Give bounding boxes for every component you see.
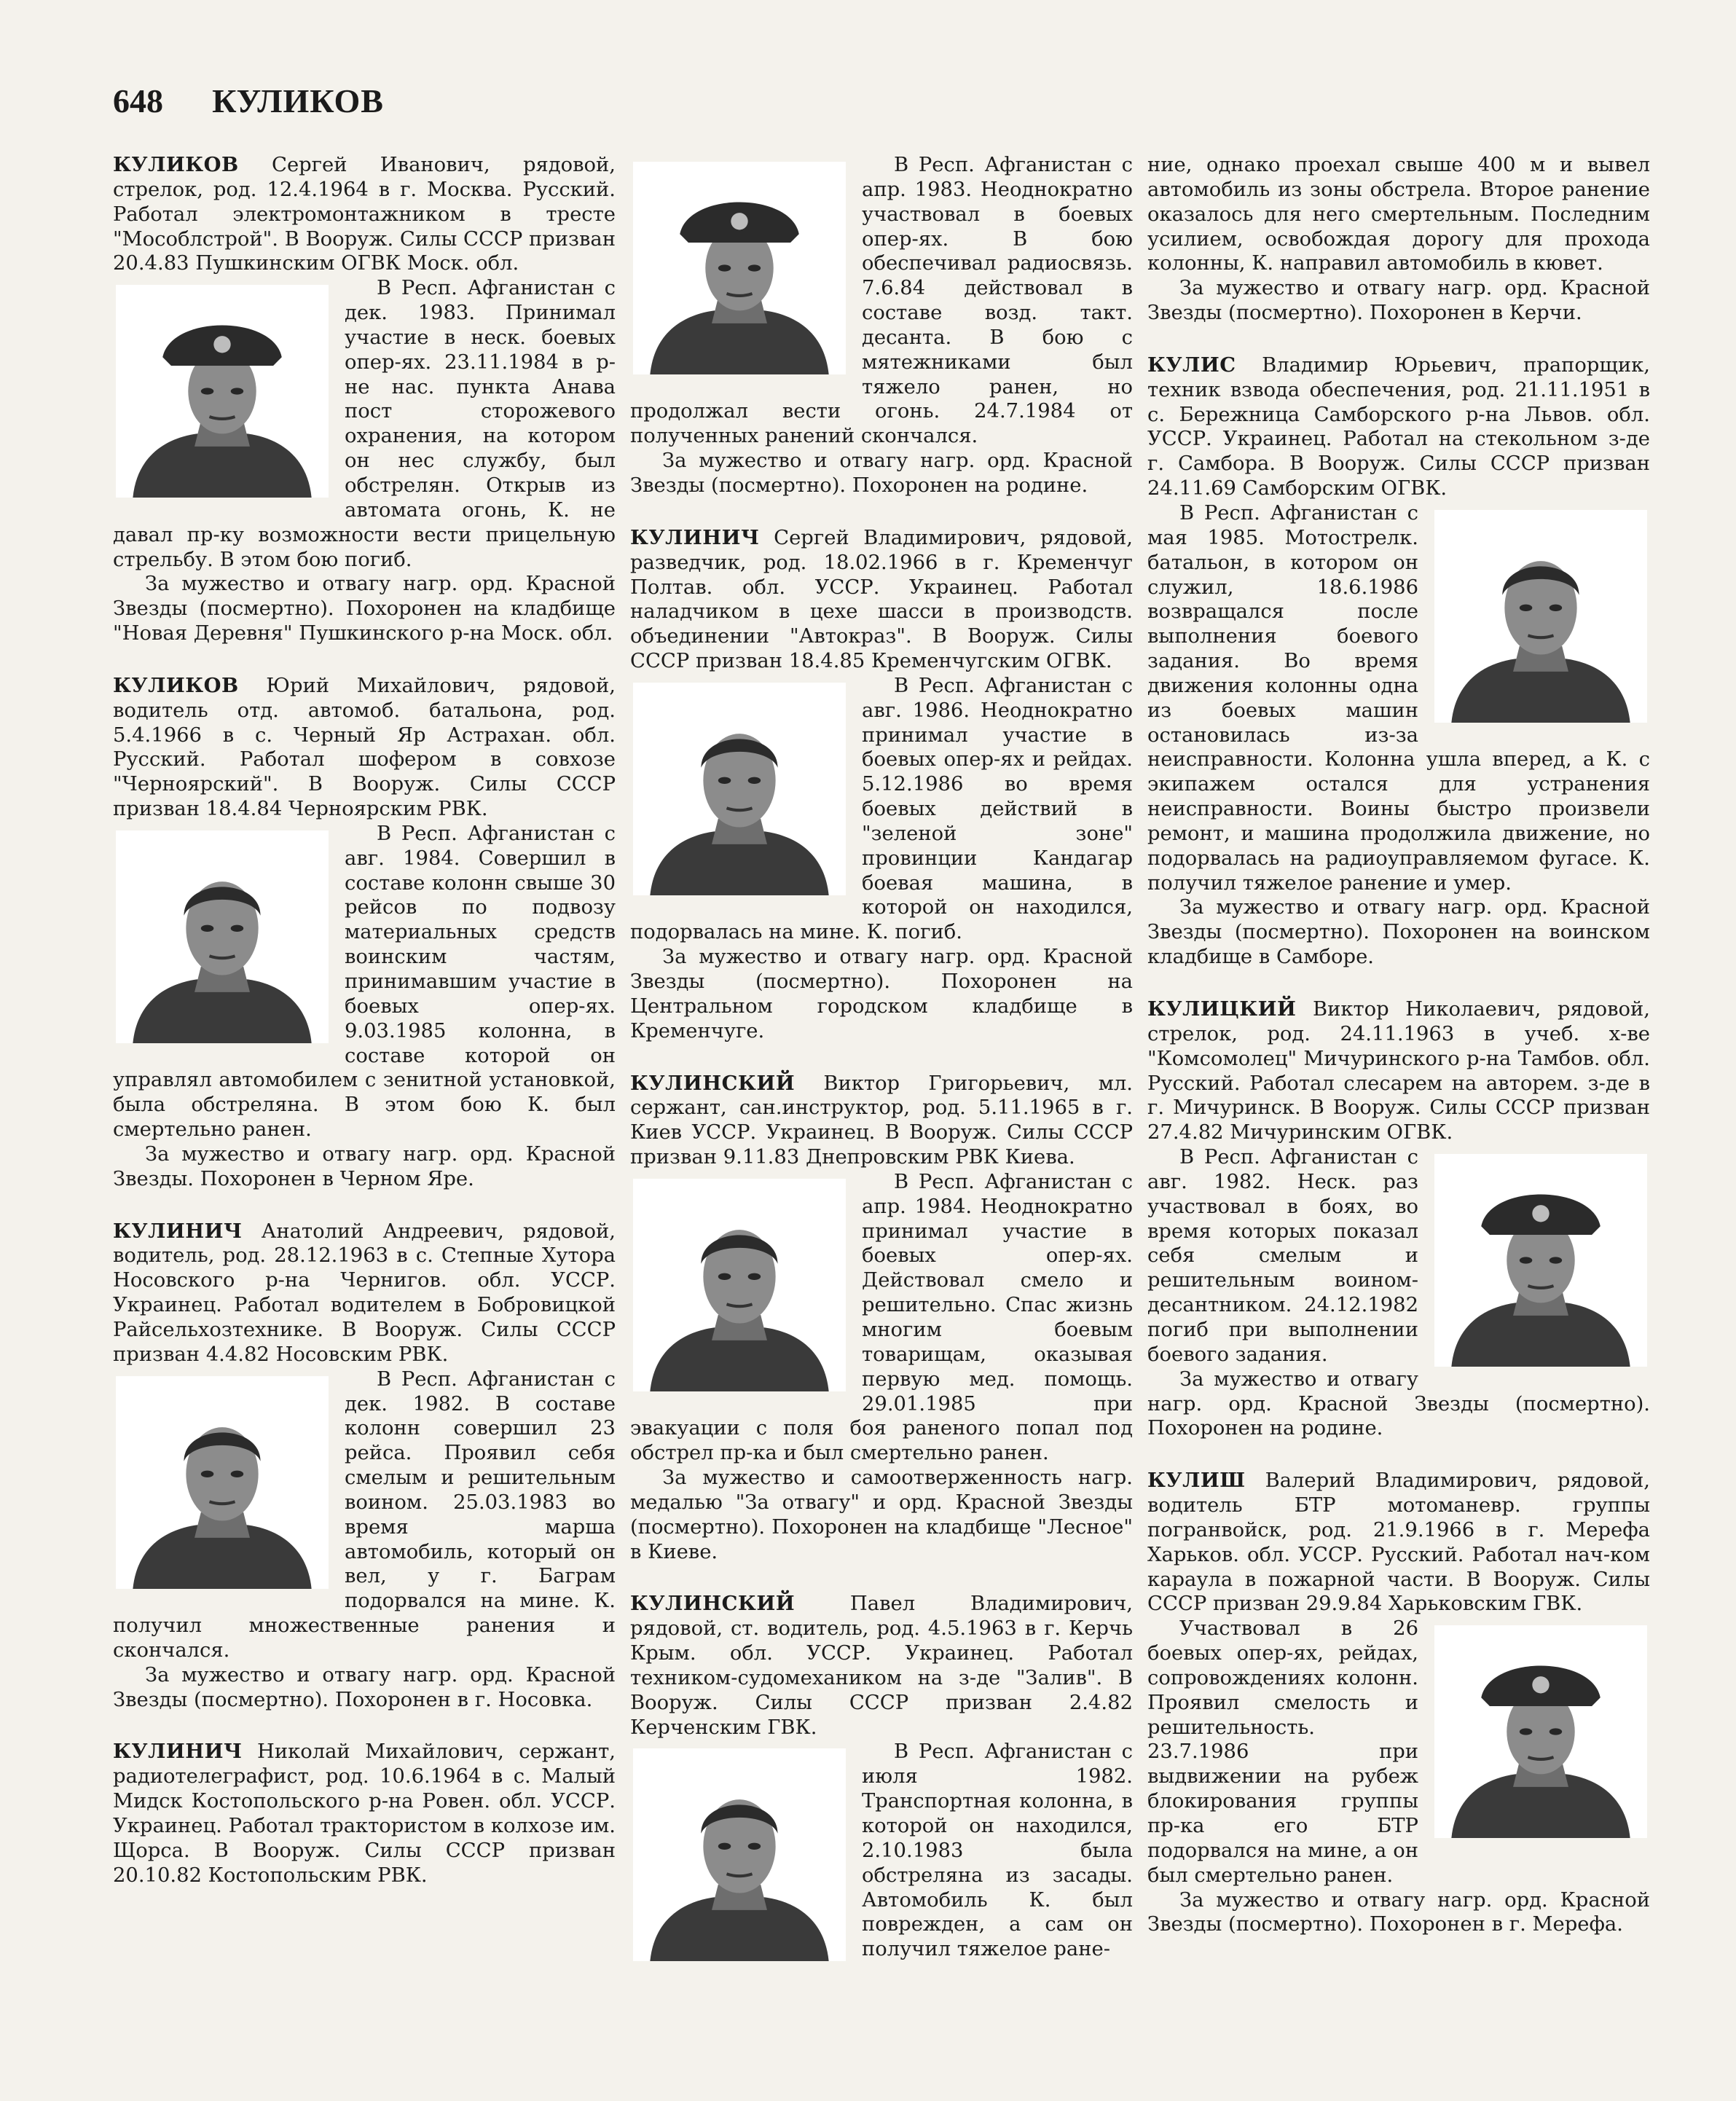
entry-kulinskiy-viktor	[630, 1072, 1133, 1565]
entry-service: В Респ. Афганистан с дек. 1982. В составе колонн совершил 23 рейса. Проявил себя смелым и решительным воином. 25.03.1983 во время марша автомобиль, который он вел, у г. Баграм подорвался на мине. К. получил множественные ранения и скончался.	[113, 1367, 616, 1662]
entry-bio: Юрий Михайлович, рядовой, водитель отд. автомоб. батальона, род. 5.4.1966 в с. Черный Яр Астрахан. обл. Русский. Работал шофером в совхозе "Черноярский". В Вооруж. Силы СССР призван 18.4.84 Черноярским РВК.	[113, 674, 616, 821]
column-middle	[630, 153, 1133, 1990]
entry-surname: КУЛИКОВ	[113, 153, 239, 176]
entry-service: В Респ. Афганистан с авг. 1982. Неск. раз участвовал в боях, во время которых показал себя смелым и решительным воином-десантником. 24.12.1982 погиб при выполнении боевого задания.	[1147, 1146, 1418, 1366]
entry-award: За мужество и отвагу нагр. орд. Красной Звезды (посмертно). Похоронен в г. Носовка.	[113, 1663, 616, 1711]
entry-award: За мужество и отвагу нагр. орд. Красной Звезды (посмертно). Похоронен на кладбище "Новая Деревня" Пушкинского р-на Моск. обл.	[113, 573, 616, 645]
entry-continued	[1147, 153, 1650, 326]
entry-bio: Сергей Иванович, рядовой, стрелок, род. 12.4.1964 в г. Москва. Русский. Работал электромонтажником в тресте "Мособлстрой". В Вооруж. Силы СССР призван 20.4.83 Пушкинским ОГВК Моск. обл.	[113, 154, 616, 275]
entry-service: Участвовал в 26 боевых опер-ях, рейдах, сопровождениях колонн. Проявил смелость и решительность. 23.7.1986 при выдвижении на рубеж блокирования группы пр-ка его БТР подорвался на мине, а он был смертельно ранен.	[1147, 1617, 1418, 1887]
entry-award: За мужество и отвагу нагр. орд. Красной Звезды (посмертно). Похоронен на воинском кладбище в Самборе.	[1147, 896, 1650, 969]
entry-service: В Респ. Афганистан с июля 1982. Транспортная колонна, в которой он находился, 2.10.1983 была обстреляна из засады. Автомобиль К. был поврежден, а сам он получил тяжелое ране-	[862, 1740, 1133, 1961]
entry-bio: Валерий Владимирович, рядовой, водитель БТР мотоманевр. группы погранвойск, род. 21.9.1966 в г. Мерефа Харьков. обл. УССР. Русский. Работал нач-ком караула в пожарной части. В Вооруж. Силы СССР призван 29.9.84 Харьковским ГВК.	[1147, 1469, 1650, 1616]
running-title: КУЛИКОВ	[212, 82, 384, 119]
entry-continued	[630, 153, 1133, 498]
entry-award: За мужество и отвагу нагр. орд. Красной Звезды (посмертно). Похоронен на Центральном городском кладбище в Кременчуге.	[630, 946, 1133, 1042]
column-left	[113, 153, 616, 1916]
entry-bio: Виктор Николаевич, рядовой, стрелок, род. 24.11.1963 в учеб. х-ве "Комсомолец" Мичуринского р-на Тамбов. обл. Русский. Работал слесарем на авторем. з-де в г. Мичуринск. В Вооруж. Силы СССР призван 27.4.82 Мичуринским ОГВК.	[1147, 998, 1650, 1144]
entry-surname: КУЛИНИЧ	[113, 1219, 243, 1243]
entry-bio: Анатолий Андреевич, рядовой, водитель, род. 28.12.1963 в с. Степные Хутора Носовского р-на Чернигов. обл. УССР. Украинец. Работал водителем в Бобровицкой Райсельхозтехнике. В Вооруж. Силы СССР призван 4.4.82 Носовским РВК.	[113, 1220, 616, 1366]
portrait-photo	[116, 285, 329, 498]
entry-bio: Владимир Юрьевич, прапорщик, техник взвода обеспечения, род. 21.11.1951 в с. Бережница Самборского р-на Львов. обл. УССР. Украинец. Работал на стекольном з-де г. Самбора. В Вооруж. Силы СССР призван 24.11.69 Самборским ОГВК.	[1147, 353, 1650, 500]
entry-bio: Сергей Владимирович, рядовой, разведчик, род. 18.02.1966 в г. Кременчуг Полтав. обл. УССР. Украинец. Работал наладчиком в цехе шасси в производств. объединении "Автокраз". В Вооруж. Силы СССР призван 18.4.85 Кременчугским ОГВК.	[630, 526, 1133, 673]
portrait-photo	[116, 1376, 329, 1589]
entry-surname: КУЛИЦКИЙ	[1147, 997, 1297, 1021]
entry-award: За мужество и отвагу нагр. орд. Красной Звезды (посмертно). Похоронен в г. Мерефа.	[1147, 1888, 1650, 1936]
entry-service: В Респ. Афганистан с авг. 1984. Совершил в составе колонн свыше 30 рейсов по подвозу материальных средств воинским частям, принимавшим участие в боевых опер-ях. 9.03.1985 колонна, в составе которой он управлял автомобилем с зенитной установкой, была обстреляна. В этом бою К. был смертельно ранен.	[113, 822, 616, 1142]
entry-bio: Виктор Григорьевич, мл. сержант, сан.инструктор, род. 5.11.1965 в г. Киев УССР. Украинец. В Вооруж. Силы СССР призван 9.11.83 Днепровским РВК Киева.	[630, 1072, 1133, 1169]
entry-surname: КУЛИШ	[1147, 1469, 1246, 1493]
entry-award: За мужество и самоотверженность нагр. медалью "За отвагу" и орд. Красной Звезды (посмертно). Похоронен на кладбище "Лесное" в Киеве.	[630, 1466, 1133, 1563]
entry-surname: КУЛИНИЧ	[630, 525, 760, 549]
entry-kulikov-yuriy	[113, 674, 616, 1192]
portrait-photo	[633, 683, 846, 895]
entry-bio: Павел Владимирович, рядовой, ст. водитель, род. 4.5.1963 в г. Керчь Крым. обл. УССР. Украинец. Работал техником-судомехаником на з-де "Залив". В Вооруж. Силы СССР призван 2.4.82 Керченским ГВК.	[630, 1593, 1133, 1739]
entry-kulinskiy-pavel	[630, 1592, 1133, 1962]
entry-award: За мужество и отвагу нагр. орд. Красной Звезды (посмертно). Похоронен в Керчи.	[1147, 277, 1650, 325]
entry-kulitskiy-viktor	[1147, 997, 1650, 1441]
portrait-photo	[1434, 1625, 1647, 1838]
entry-bio: Николай Михайлович, сержант, радиотелеграфист, род. 10.6.1964 в с. Малый Мидск Костопольского р-на Ровен. обл. УССР. Украинец. Работал трактористом в колхозе им. Щорса. В Вооруж. Силы СССР призван 20.10.82 Костопольским РВК.	[113, 1740, 616, 1887]
entry-kulikov-sergey	[113, 153, 616, 646]
portrait-photo	[116, 830, 329, 1043]
entry-surname: КУЛИКОВ	[113, 673, 239, 697]
portrait-photo	[1434, 510, 1647, 723]
entry-kulinich-nikolay	[113, 1740, 616, 1888]
entry-award: За мужество и отвагу нагр. орд. Красной Звезды (посмертно). Похоронен на родине.	[630, 449, 1133, 497]
entry-service: В Респ. Афганистан с мая 1985. Мотострелк. батальон, в котором он служил, 18.6.1986 возвращался после выполнения боевого задания. Во время движения колонны одна из боевых машин остановилась из-за неисправности. Колонна ушла вперед, а К. с экипажем остался для устранения неисправности. Воины быстро произвели ремонт, и машина продолжила движение, но подорвалась на радиоуправляемом фугасе. К. получил тяжелое ранение и умер.	[1147, 501, 1650, 895]
entry-service: В Респ. Афганистан с дек. 1983. Принимал участие в неск. боевых опер-ях. 23.11.1984 в р-не нас. пункта Анава пост сторожевого охранения, на котором он нес службу, был обстрелян. Открыв из автомата огонь, К. не давал пр-ку возможности вести прицельную стрельбу. В этом бою погиб.	[113, 277, 616, 571]
entry-kulinich-anatoliy	[113, 1220, 616, 1713]
entry-service: В Респ. Афганистан с авг. 1986. Неоднократно принимал участие в боевых опер-ях и рейдах. 5.12.1986 во время боевых действий в "зеленой зоне" провинции Кандагар боевая машина, в которой он находился, подорвалась на мине. К. погиб.	[630, 674, 1133, 944]
entry-surname: КУЛИНСКИЙ	[630, 1592, 796, 1616]
entry-award: За мужество и отвагу нагр. орд. Красной Звезды (посмертно). Похоронен на родине.	[1147, 1367, 1650, 1440]
entry-service: В Респ. Афганистан с апр. 1984. Неоднократно принимал участие в боевых опер-ях. Действовал смело и решительно. Спас жизнь многим боевым товарищам, оказывая первую мед. помощь. 29.01.1985 при эвакуации с поля боя раненого попал под обстрел пр-ка и был смертельно ранен.	[630, 1170, 1133, 1465]
entry-surname: КУЛИС	[1147, 353, 1236, 377]
page-number: 648	[113, 82, 163, 119]
entry-kulinich-sergey	[630, 526, 1133, 1044]
portrait-photo	[633, 1748, 846, 1961]
portrait-photo	[633, 1179, 846, 1391]
entry-service: ние, однако проехал свыше 400 м и вывел автомобиль из зоны обстрела. Второе ранение оказалось для него смертельным. Последним усилием, освобождая дорогу для прохода колонны, К. направил автомобиль в кювет.	[1147, 154, 1650, 275]
entry-kulis-vladimir	[1147, 353, 1650, 970]
entry-kulish-valeriy	[1147, 1469, 1650, 1937]
page-header	[113, 82, 384, 125]
entry-surname: КУЛИНСКИЙ	[630, 1071, 796, 1095]
entry-award: За мужество и отвагу нагр. орд. Красной Звезды. Похоронен в Черном Яре.	[113, 1142, 616, 1190]
entry-surname: КУЛИНИЧ	[113, 1740, 243, 1764]
portrait-photo	[633, 162, 846, 374]
entry-service: В Респ. Афганистан с апр. 1983. Неоднократно участвовал в боевых опер-ях. В бою обеспечивал радиосвязь. 7.6.84 действовал в составе возд. такт. десанта. В бою с мятежниками был тяжело ранен, но продолжал вести огонь. 24.7.1984 от полученных ранений скончался.	[630, 154, 1133, 448]
column-right	[1147, 153, 1650, 1965]
portrait-photo	[1434, 1154, 1647, 1367]
